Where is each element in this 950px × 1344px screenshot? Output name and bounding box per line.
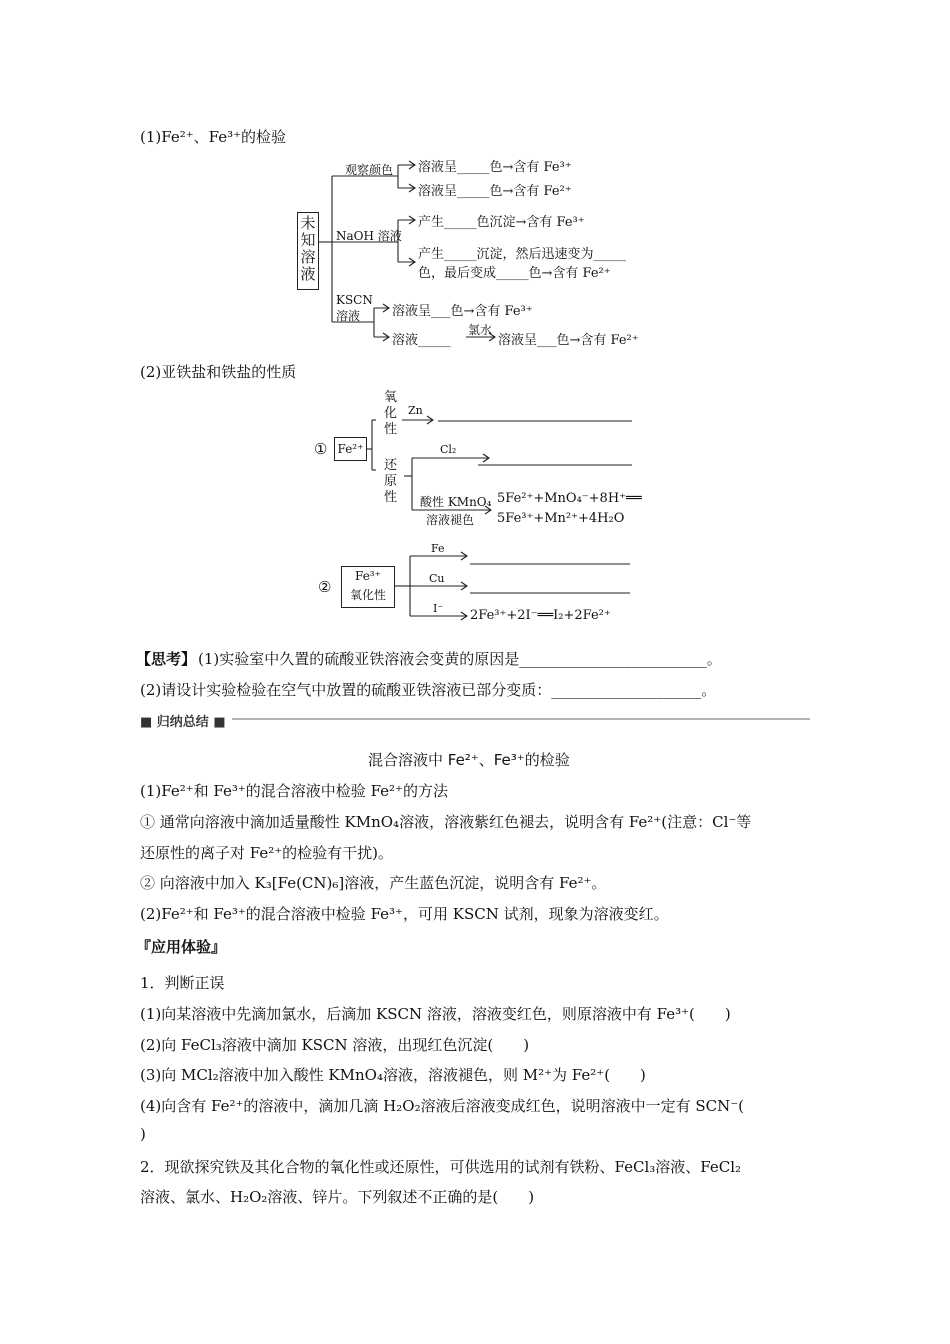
- arrow-naoh-1: [398, 216, 415, 224]
- kscn-result-2-left: 溶液_____: [392, 333, 451, 348]
- kmno4-equation-line2: 5Fe³⁺+Mn²⁺+4H₂O: [497, 511, 625, 526]
- summary-p2a: ① 通常向溶液中滴加适量酸性 KMnO₄溶液，溶液紫红色褪去，说明含有 Fe²⁺(注意：Cl⁻等: [140, 813, 752, 831]
- kmno4-label: 酸性 KMnO₄: [420, 495, 492, 509]
- circle-number-2: ②: [318, 578, 332, 596]
- fe3-box: [341, 566, 395, 608]
- circle-number-1: ①: [314, 440, 328, 458]
- iodide-equation: 2Fe³⁺+2I⁻══I₂+2Fe²⁺: [470, 608, 611, 623]
- kmno4-label-2: 溶液褪色: [426, 513, 475, 527]
- observe-result-1: 溶液呈_____色→含有 Fe³⁺: [418, 160, 572, 175]
- practice-q1-item4b: ): [140, 1125, 146, 1143]
- oxidizing-label: 氧化性: [384, 390, 398, 437]
- reducing-label: 还原性: [384, 458, 398, 505]
- section1-heading: (1)Fe²⁺、Fe³⁺的检验: [140, 128, 287, 146]
- arrow-observe-2: [398, 184, 415, 192]
- practice-q1-item2: (2)向 FeCl₃溶液中滴加 KSCN 溶液，出现红色沉淀( ): [140, 1036, 530, 1054]
- naoh-result-2b: 色，最后变成_____色→含有 Fe²⁺: [418, 266, 611, 281]
- unknown-solution-box: 未知溶液: [297, 212, 319, 290]
- practice-q2-line1: 2．现欲探究铁及其化合物的氧化性或还原性，可供选用的试剂有铁粉、FeCl₃溶液、FeCl₂: [140, 1158, 742, 1176]
- cu-reagent-label: Cu: [429, 572, 445, 585]
- section2-heading: (2)亚铁盐和铁盐的性质: [140, 363, 297, 381]
- arrow-naoh-2: [398, 258, 415, 266]
- cl2-label: Cl₂: [440, 443, 457, 456]
- fe3-box-property: 氧化性: [349, 588, 386, 602]
- practice-q1-item3: (3)向 MCl₂溶液中加入酸性 KMnO₄溶液，溶液褪色，则 M²⁺为 Fe²⁺( ): [140, 1066, 646, 1084]
- branch-kscn-label-2: 溶液: [336, 309, 361, 323]
- think-tag: 【思考】: [136, 650, 197, 668]
- practice-q2-line2: 溶液、氯水、H₂O₂溶液、锌片。下列叙述不正确的是( ): [140, 1188, 535, 1206]
- chlorine-water-label: 氯水: [468, 323, 493, 337]
- iodide-reagent-label: I⁻: [433, 602, 444, 615]
- practice-q1-item4a: (4)向含有 Fe²⁺的溶液中，滴加几滴 H₂O₂溶液后溶液变成红色，说明溶液中一定有 SCN⁻(: [140, 1097, 745, 1115]
- practice-q1-title: 1．判断正误: [140, 974, 225, 992]
- practice-section-label: 『应用体验』: [136, 938, 227, 956]
- branch-naoh-label: NaOH 溶液: [336, 229, 402, 243]
- arrow-observe-1: [398, 161, 415, 169]
- arrow-kscn-2: [374, 333, 389, 341]
- zn-label: Zn: [408, 404, 423, 417]
- think-question-2: (2)请设计实验检验在空气中放置的硫酸亚铁溶液已部分变质：____________________。: [140, 681, 717, 699]
- naoh-result-2a: 产生_____沉淀，然后迅速变为_____: [418, 247, 627, 262]
- think-question-1: (1)实验室中久置的硫酸亚铁溶液会变黄的原因是_________________________。: [198, 650, 722, 668]
- summary-p3: ② 向溶液中加入 K₃[Fe(CN)₆]溶液，产生蓝色沉淀，说明含有 Fe²⁺。: [140, 874, 607, 892]
- arrow-kscn-1: [374, 304, 389, 312]
- summary-title: 混合溶液中 Fe²⁺、Fe³⁺的检验: [368, 751, 570, 769]
- summary-section-label: ■ 归纳总结 ■: [140, 715, 226, 730]
- fe3-box-ion: Fe³⁺: [355, 569, 381, 583]
- branch-kscn-label-1: KSCN: [336, 293, 373, 307]
- summary-p4: (2)Fe²⁺和 Fe³⁺的混合溶液中检验 Fe³⁺，可用 KSCN 试剂，现象为溶液变红。: [140, 905, 669, 923]
- naoh-result-1: 产生_____色沉淀→含有 Fe³⁺: [418, 215, 585, 230]
- fe2-box: Fe²⁺: [334, 437, 367, 461]
- kscn-result-1: 溶液呈___色→含有 Fe³⁺: [392, 304, 533, 319]
- summary-p1: (1)Fe²⁺和 Fe³⁺的混合溶液中检验 Fe²⁺的方法: [140, 782, 448, 800]
- summary-p2b: 还原性的离子对 Fe²⁺的检验有干扰)。: [140, 844, 394, 862]
- observe-result-2: 溶液呈_____色→含有 Fe²⁺: [418, 184, 572, 199]
- kmno4-equation-line1: 5Fe²⁺+MnO₄⁻+8H⁺══: [497, 491, 642, 506]
- arrow-zn: [402, 416, 433, 424]
- practice-q1-item1: (1)向某溶液中先滴加氯水，后滴加 KSCN 溶液，溶液变红色，则原溶液中有 Fe³⁺( ): [140, 1005, 731, 1023]
- kscn-result-2-right: 溶液呈___色→含有 Fe²⁺: [498, 333, 639, 348]
- fe-reagent-label: Fe: [431, 542, 445, 555]
- branch-observe-label: 观察颜色: [345, 163, 394, 177]
